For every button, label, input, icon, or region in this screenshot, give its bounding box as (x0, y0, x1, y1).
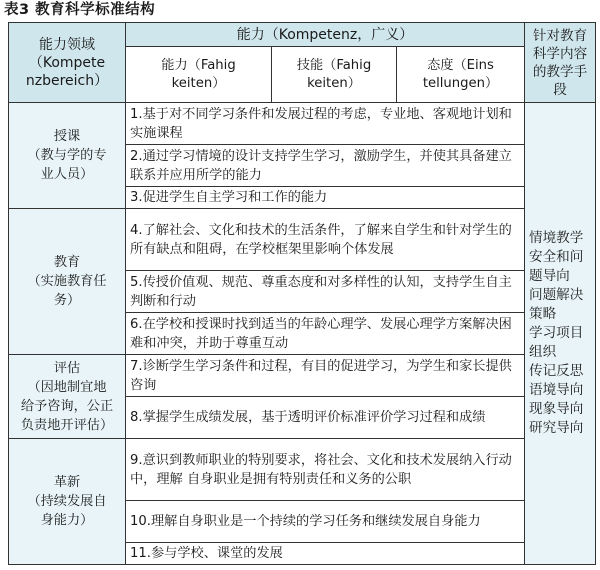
domain-education: 教育 （实施教育任 务） (9, 209, 126, 355)
table-row: 2.通过学习情境的设计支持学生学习，激励学生，并使其具备建立联系并应用所学的能力 (126, 145, 525, 187)
table-row: 5.传授价值观、规范、尊重态度和对多样性的认知，支持学生自主判断和行动 (126, 271, 525, 313)
table-row: 1.基于对不同学习条件和发展过程的考虑，专业地、客观地计划和实施课程 (126, 103, 525, 145)
domain-innovation: 革新 （持续发展自 身能力） (9, 439, 126, 565)
header-methods: 针对教育 科学内容 的教学手 段 (525, 23, 596, 103)
table-row: 3.促进学生自主学习和工作的能力 (126, 187, 525, 209)
header-competence: 能力（Kompetenz，广义） (126, 23, 525, 47)
table-row: 9.意识到教师职业的特别要求，将社会、文化和技术发展纳入行动中，理解 自身职业是拥有特别责任和义务的公职 (126, 439, 525, 501)
header-sub-knowledge: 能力（Fahig keiten） (126, 47, 272, 103)
table-row: 4.了解社会、文化和技术的生活条件，了解来自学生和针对学生的所有缺点和阻碍，在学校框架里影响个体发展 (126, 209, 525, 271)
header-sub-attitude: 态度（Eins tellungen） (397, 47, 525, 103)
table-row: 7.诊断学生学习条件和过程，有目的促进学习，为学生和家长提供咨询 (126, 355, 525, 397)
domain-assessment: 评估 （因地制宜地 给予咨询，公正 负责地开评估） (9, 355, 126, 439)
standards-table (8, 22, 596, 565)
table-row: 10.理解自身职业是一个持续的学习任务和继续发展自身能力 (126, 501, 525, 543)
table-row: 8.掌握学生成绩发展，基于透明评价标准评价学习过程和成绩 (126, 397, 525, 439)
header-sub-skill: 技能（Fahig keiten） (272, 47, 397, 103)
header-domain: 能力领域 （Kompete nzbereich） (9, 23, 126, 103)
table-row: 6.在学校和授课时找到适当的年龄心理学、发展心理学方案解决困难和冲突，并助于尊重互动 (126, 313, 525, 355)
table-caption: 表3 教育科学标准结构 (4, 2, 156, 18)
domain-teaching: 授课 （教与学的专 业人员） (9, 103, 126, 209)
teaching-methods: 情境教学 安全和问 题导向 问题解决 策略 学习项目 组织 传记反思 语境导向 现象导向 研究导向 (525, 103, 596, 565)
table-row: 11.参与学校、课堂的发展 (126, 543, 525, 565)
